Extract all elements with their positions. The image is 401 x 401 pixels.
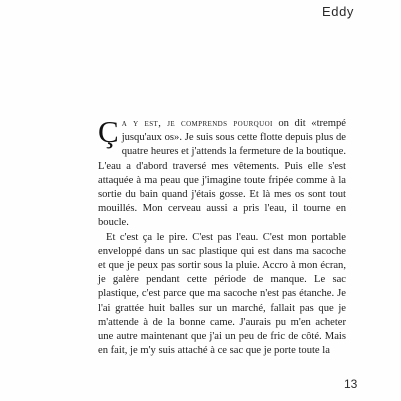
lead-in-smallcaps: a y est, je comprends pourquoi (121, 118, 273, 129)
body-text (98, 114, 346, 358)
paragraph-1 (98, 114, 346, 231)
paragraph-1-text: on dit «trempé jusqu'aux os». Je suis sous cette flotte depuis plus de quatre heures et j'attends la fermeture de la boutique. L'eau a d'abord traversé mes vêtements. Puis elle s'est attaquée à ma peau que j'imagine toute fripée comme à la sortie du bain quand j'étais gosse. Et là mes os sont tout mouillés. Mon cerveau aussi a pris l'eau, il tourne en boucle. (98, 118, 346, 229)
page-number: 13 (344, 377, 358, 391)
drop-cap: Ç (98, 114, 119, 149)
paragraph-2: Et c'est ça le pire. C'est pas l'eau. C'est mon portable enveloppé dans un sac plastique qui est dans ma sacoche et que je peux pas sortir sous la pluie. Accro à mon écran, je galère pendant cette période de manque. Le sac plastique, c'est parce que ma sacoche n'est pas étanche. Je l'ai grattée huit balles sur un marché, fallait pas que je m'attende à de la bonne came. J'aurais pu m'en acheter une autre maintenant que j'ai un peu de fric de côté. Mais en fait, je m'y suis attaché à ce sac que je porte toute la (98, 231, 346, 357)
running-head: Eddy (322, 4, 355, 19)
